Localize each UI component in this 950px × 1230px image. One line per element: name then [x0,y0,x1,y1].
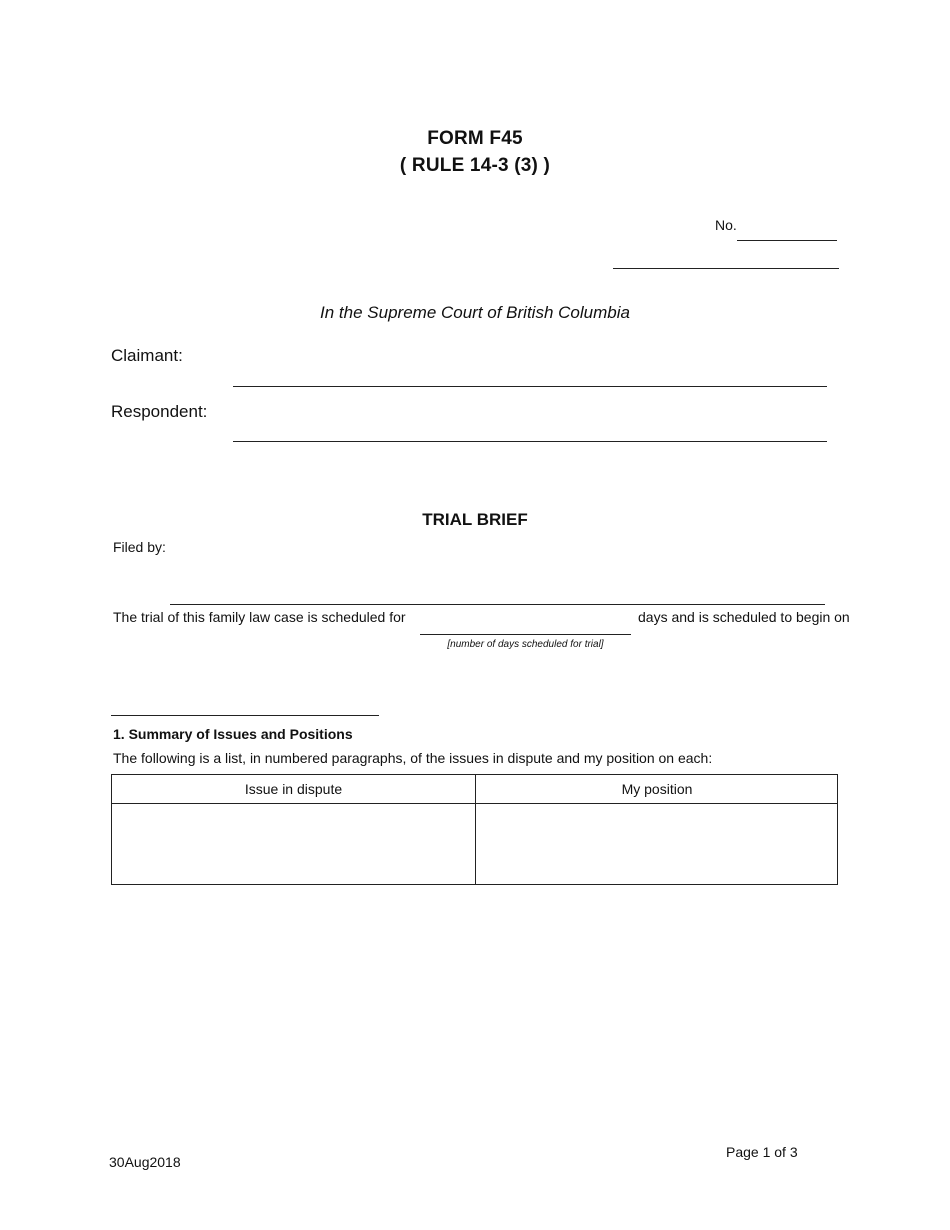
trial-brief-title: TRIAL BRIEF [422,510,528,529]
file-number-label: No. [715,217,737,233]
registry-field[interactable] [613,268,839,269]
trial-text-before: The trial of this family law case is scheduled for [113,609,406,625]
trial-days-field[interactable] [420,634,631,635]
issues-table [111,774,838,885]
section1-intro: The following is a list, in numbered paragraphs, of the issues in dispute and my position on each: [113,750,713,766]
table-header-position: My position [621,781,693,797]
table-header-issue: Issue in dispute [244,781,343,797]
days-caption: [number of days scheduled for trial] [447,639,604,650]
filed-by-field[interactable] [170,604,825,605]
filed-by-label: Filed by: [113,539,166,555]
trial-text-after: days and is scheduled to begin on [638,609,850,625]
respondent-field[interactable] [233,441,827,442]
court-name: In the Supreme Court of British Columbia [320,303,630,322]
section1-heading: 1. Summary of Issues and Positions [113,726,353,742]
rule-reference: ( RULE 14-3 (3) ) [399,155,551,176]
claimant-label: Claimant: [111,346,183,365]
file-number-field[interactable] [737,240,837,241]
respondent-label: Respondent: [111,402,208,421]
page-number: Page 1 of 3 [726,1144,798,1160]
claimant-field[interactable] [233,386,827,387]
form-title: FORM F45 [427,128,523,149]
issue-cell[interactable] [112,804,475,884]
form-date: 30Aug2018 [109,1154,181,1170]
position-cell[interactable] [476,804,838,884]
section-divider [111,715,379,716]
